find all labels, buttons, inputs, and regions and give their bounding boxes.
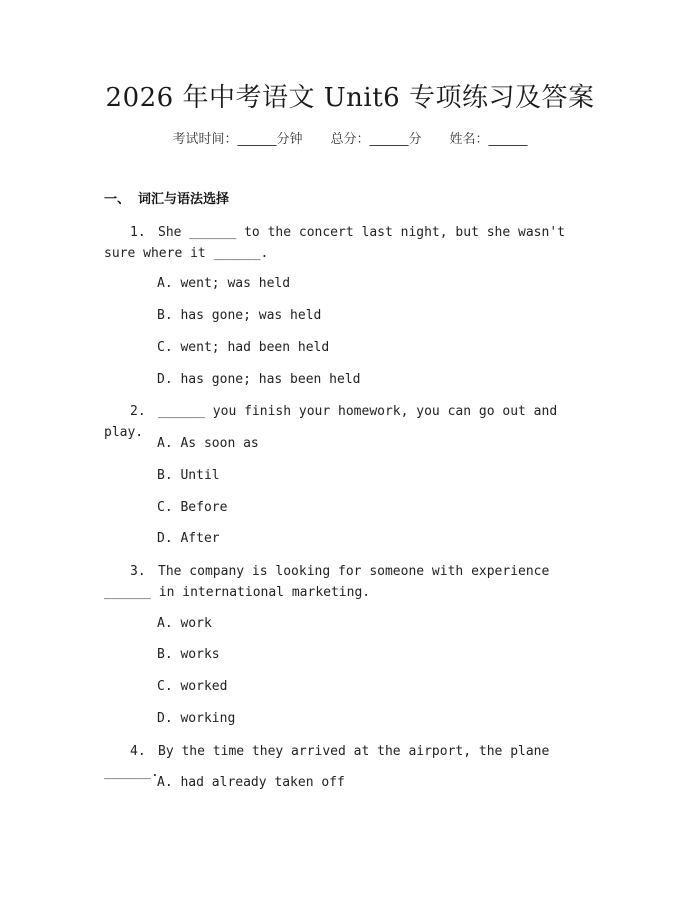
section-number: 一、 — [104, 192, 131, 207]
option-1b: B. has gone; was held — [157, 308, 322, 323]
student-name-field: 姓名：______ — [449, 132, 528, 147]
total-score-field: 总分：______分 — [330, 132, 422, 147]
question-number: 2. — [130, 404, 146, 419]
question-text: By the time they arrived at the airport, the plane ______. — [104, 744, 550, 780]
question-number: 3. — [130, 564, 146, 579]
option-3a: A. work — [157, 616, 212, 631]
section-heading — [104, 191, 229, 209]
section-label: 词汇与语法选择 — [138, 192, 230, 207]
exam-info-line — [0, 131, 700, 149]
option-1a: A. went; was held — [157, 276, 291, 291]
question-text: ______ you finish your homework, you can go out and play. — [104, 404, 558, 440]
option-4a: A. had already taken off — [157, 775, 345, 790]
option-1c: C. went; had been held — [157, 340, 330, 355]
question-text: The company is looking for someone with experience ______ in international marketing. — [104, 564, 550, 600]
option-2b: B. Until — [157, 468, 220, 483]
question-number: 4. — [130, 744, 146, 759]
option-3d: D. working — [157, 711, 236, 726]
option-2a: A. As soon as — [157, 436, 259, 451]
option-2c: C. Before — [157, 500, 228, 515]
option-3c: C. worked — [157, 679, 228, 694]
question-1 — [104, 222, 594, 264]
document-title: 2026 年中考语文 Unit6 专项练习及答案 — [105, 83, 595, 113]
option-2d: D. After — [157, 531, 220, 546]
option-3b: B. works — [157, 647, 220, 662]
question-number: 1. — [130, 225, 146, 240]
exam-time-field: 考试时间：______分钟 — [172, 132, 303, 147]
question-text: She ______ to the concert last night, but she wasn't sure where it ______. — [104, 225, 565, 261]
question-3 — [104, 561, 594, 603]
option-1d: D. has gone; has been held — [157, 372, 361, 387]
